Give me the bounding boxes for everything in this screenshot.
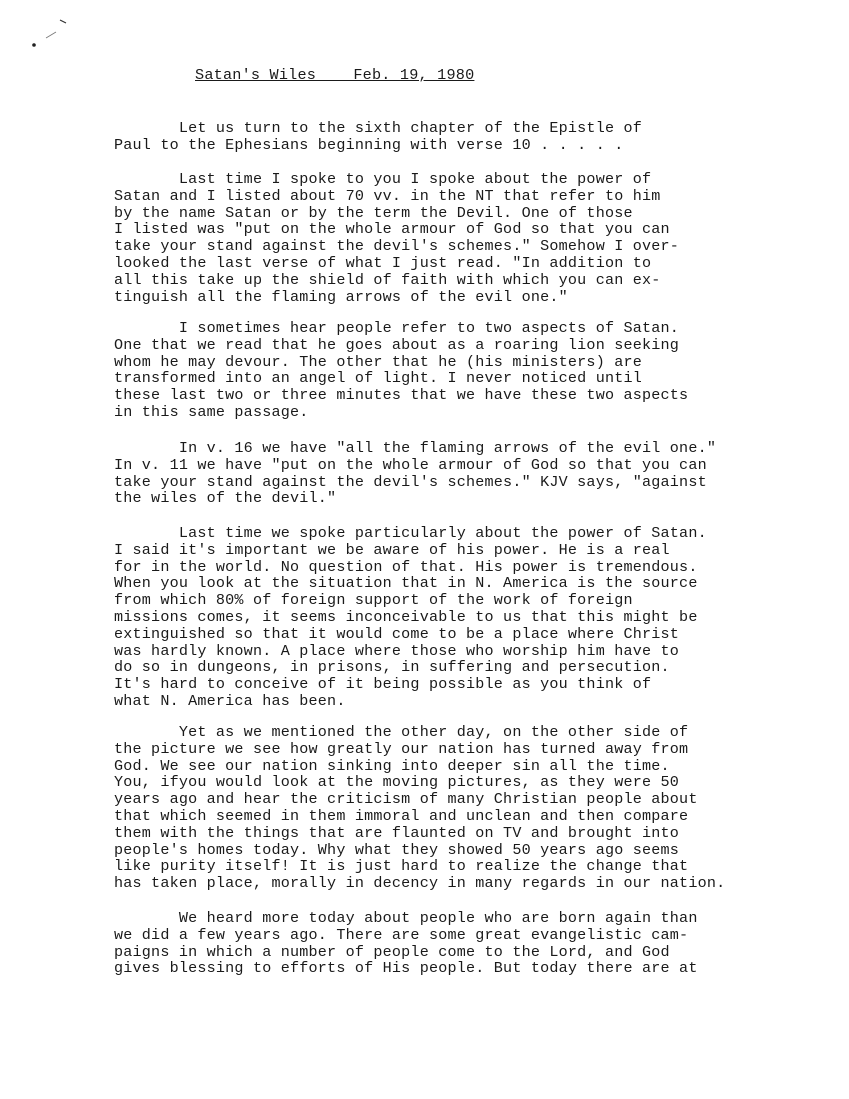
text-line: these last two or three minutes that we have these two aspects [114, 386, 689, 405]
text-line: One that we read that he goes about as a roaring lion seeking [114, 335, 680, 354]
text-line: them with the things that are flaunted on TV and brought into [114, 823, 680, 842]
paragraph-1 [114, 120, 849, 154]
text-line: tinguish all the flaming arrows of the evil one." [114, 287, 568, 306]
text-line: missions comes, it seems inconceivable to us that this might be [114, 607, 698, 626]
stray-ink-mark [28, 14, 68, 54]
text-line: When you look at the situation that in N. America is the source [114, 574, 698, 593]
text-line: In v. 11 we have "put on the whole armour of God so that you can [114, 455, 707, 474]
paragraph-3 [114, 320, 849, 421]
text-line: Last time I spoke to you I spoke about the power of [114, 170, 652, 188]
text-line: in this same passage. [114, 402, 309, 421]
text-line: Paul to the Ephesians beginning with verse 10 . . . . . [114, 135, 624, 154]
paragraph-2 [114, 171, 849, 305]
text-line: whom he may devour. The other that he (his ministers) are [114, 352, 643, 371]
text-line: transformed into an angel of light. I never noticed until [114, 369, 643, 388]
text-line: I sometimes hear people refer to two aspects of Satan. [114, 319, 680, 337]
text-line: It's hard to conceive of it being possible as you think of [114, 675, 652, 694]
text-line: We heard more today about people who are born again than [114, 909, 698, 927]
text-line: I said it's important we be aware of his power. He is a real [114, 540, 670, 559]
text-line: You, ifyou would look at the moving pictures, as they were 50 [114, 773, 680, 792]
text-line: that which seemed in them immoral and unclean and then compare [114, 806, 689, 825]
text-line: has taken place, morally in decency in many regards in our nation. [114, 874, 726, 893]
text-line: looked the last verse of what I just read. "In addition to [114, 253, 652, 272]
text-line: Last time we spoke particularly about the power of Satan. [114, 524, 707, 542]
text-line: for in the world. No question of that. His power is tremendous. [114, 557, 698, 576]
text-line: we did a few years ago. There are some great evangelistic cam- [114, 925, 689, 944]
text-line: from which 80% of foreign support of the work of foreign [114, 591, 633, 610]
text-line: In v. 16 we have "all the flaming arrows of the evil one." [114, 439, 717, 457]
text-line: take your stand against the devil's schemes." Somehow I over- [114, 237, 680, 256]
text-line: take your stand against the devil's schemes." KJV says, "against [114, 472, 707, 491]
text-line: all this take up the shield of faith with which you can ex- [114, 270, 661, 289]
text-line: Yet as we mentioned the other day, on the other side of [114, 723, 689, 741]
text-line: the picture we see how greatly our nation has turned away from [114, 739, 689, 758]
text-line: Let us turn to the sixth chapter of the Epistle of [114, 119, 643, 137]
document-title: Satan's Wiles Feb. 19, 1980 [195, 66, 475, 84]
text-line: Satan and I listed about 70 vv. in the NT that refer to him [114, 186, 661, 205]
text-line: gives blessing to efforts of His people. But today there are at [114, 959, 698, 978]
text-line: by the name Satan or by the term the Devil. One of those [114, 203, 633, 222]
paragraph-4 [114, 440, 849, 507]
text-line: I listed was "put on the whole armour of God so that you can [114, 220, 670, 239]
text-line: what N. America has been. [114, 691, 346, 710]
paragraph-7 [114, 910, 849, 977]
text-line: people's homes today. Why what they showed 50 years ago seems [114, 840, 680, 859]
text-line: like purity itself! It is just hard to realize the change that [114, 857, 689, 876]
text-line: paigns in which a number of people come to the Lord, and God [114, 942, 670, 961]
text-line: the wiles of the devil." [114, 489, 337, 508]
text-line: God. We see our nation sinking into deeper sin all the time. [114, 756, 670, 775]
paragraph-6 [114, 724, 849, 892]
text-line: was hardly known. A place where those who worship him have to [114, 641, 680, 660]
paragraph-5 [114, 525, 849, 710]
text-line: years ago and hear the criticism of many Christian people about [114, 790, 698, 809]
text-line: extinguished so that it would come to be a place where Christ [114, 624, 680, 643]
text-line: do so in dungeons, in prisons, in suffering and persecution. [114, 658, 670, 677]
